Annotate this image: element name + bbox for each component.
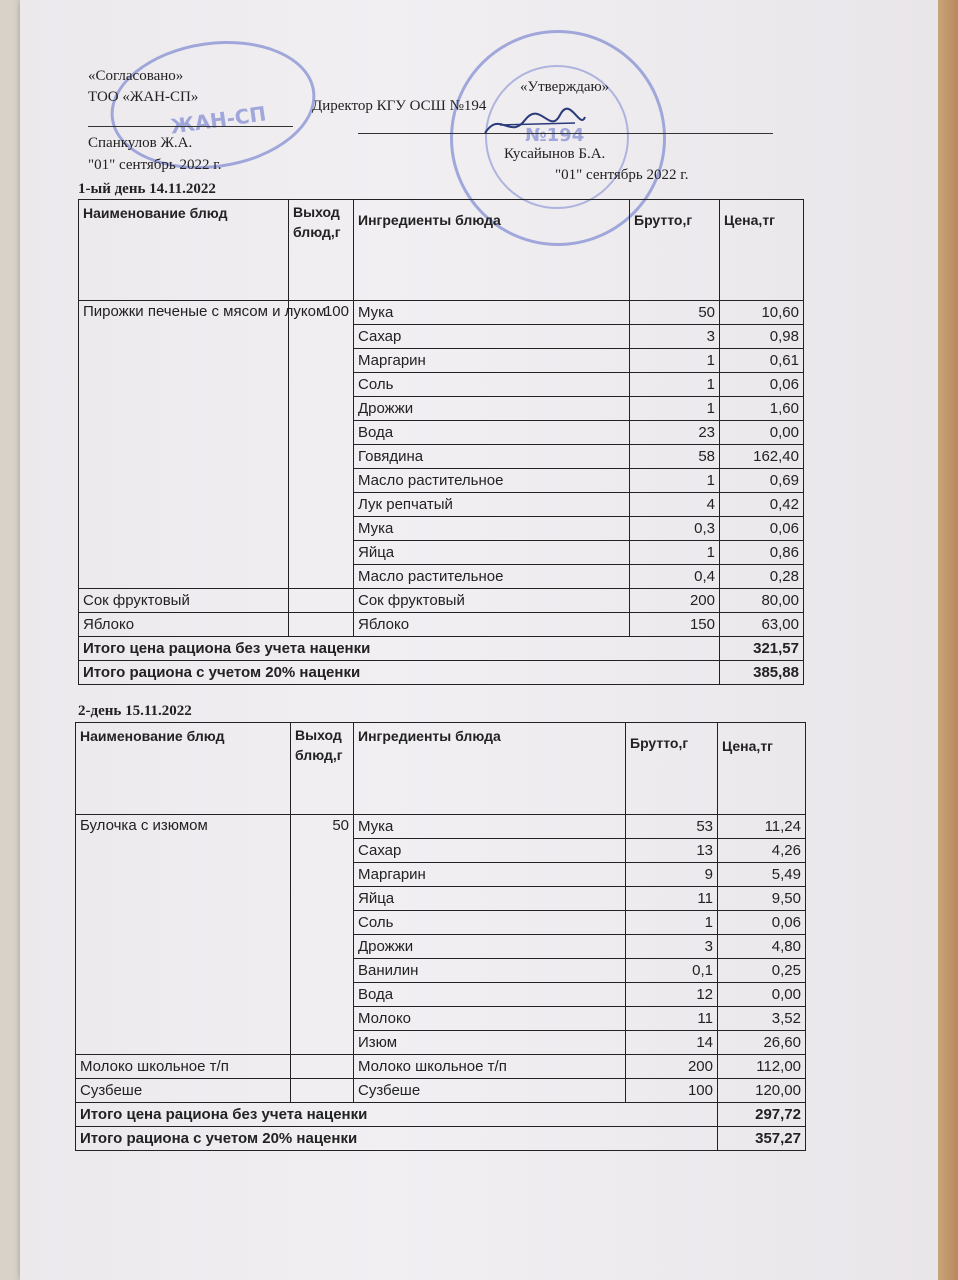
extra-dish-row <box>76 1055 806 1079</box>
ingredient-name: Изюм <box>354 1031 626 1055</box>
document-page <box>20 0 938 1280</box>
ingredient-gross: 200 <box>626 1055 718 1079</box>
ingredient-price: 1,60 <box>720 397 804 421</box>
total-markup-row <box>79 661 804 685</box>
desk-edge <box>938 0 958 1280</box>
approve-label: «Утверждаю» <box>520 79 610 95</box>
ingredient-name: Масло растительное <box>354 469 630 493</box>
ingredient-price: 0,06 <box>720 517 804 541</box>
ingredient-name: Вода <box>354 421 630 445</box>
extra-dish-row <box>79 613 804 637</box>
ingredient-price: 0,06 <box>720 373 804 397</box>
total-label: Итого рациона с учетом 20% наценки <box>79 661 720 685</box>
col-output-header: Выход блюд,г <box>289 200 354 301</box>
ingredient-name: Мука <box>354 517 630 541</box>
col-price-header: Цена,тг <box>720 200 804 301</box>
agreed-signature-line <box>88 126 293 127</box>
ingredient-name: Маргарин <box>354 349 630 373</box>
ingredient-gross: 9 <box>626 863 718 887</box>
ingredient-name: Яйца <box>354 887 626 911</box>
agreed-label: «Согласовано» <box>88 68 184 84</box>
ingredient-price: 4,26 <box>718 839 806 863</box>
dish-name: Булочка с изюмом <box>76 815 291 1055</box>
col-dish-header: Наименование блюд <box>76 723 291 815</box>
extra-dish-row <box>76 1079 806 1103</box>
ingredient-gross: 13 <box>626 839 718 863</box>
ingredient-price: 3,52 <box>718 1007 806 1031</box>
table-header-row <box>76 723 806 815</box>
ingredient-name: Молоко <box>354 1007 626 1031</box>
total-row <box>79 637 804 661</box>
extra-dish-row <box>79 589 804 613</box>
ingredient-name: Соль <box>354 911 626 935</box>
ingredient-price: 112,00 <box>718 1055 806 1079</box>
col-ingredients-header: Ингредиенты блюда <box>354 723 626 815</box>
total-label: Итого цена рациона без учета наценки <box>79 637 720 661</box>
ingredient-gross: 53 <box>626 815 718 839</box>
dish-output <box>291 1079 354 1103</box>
ingredient-price: 120,00 <box>718 1079 806 1103</box>
col-ingredients-header: Ингредиенты блюда <box>354 200 630 301</box>
ingredient-price: 0,86 <box>720 541 804 565</box>
total-value: 385,88 <box>720 661 804 685</box>
dish-output: 50 <box>291 815 354 1055</box>
ingredient-price: 80,00 <box>720 589 804 613</box>
col-gross-header: Брутто,г <box>626 723 718 815</box>
ingredient-price: 0,00 <box>720 421 804 445</box>
ingredient-name: Лук репчатый <box>354 493 630 517</box>
ingredient-price: 5,49 <box>718 863 806 887</box>
ingredient-price: 11,24 <box>718 815 806 839</box>
ingredient-name: Масло растительное <box>354 565 630 589</box>
dish-output <box>289 589 354 613</box>
total-value: 321,57 <box>720 637 804 661</box>
ingredient-price: 0,69 <box>720 469 804 493</box>
ingredient-gross: 1 <box>630 397 720 421</box>
day1-menu-table <box>78 199 804 685</box>
approve-date: "01" сентябрь 2022 г. <box>555 167 689 183</box>
ingredient-price: 0,98 <box>720 325 804 349</box>
ingredient-name: Мука <box>354 815 626 839</box>
ingredient-gross: 50 <box>630 301 720 325</box>
ingredient-gross: 1 <box>630 469 720 493</box>
ingredient-gross: 4 <box>630 493 720 517</box>
total-row <box>76 1103 806 1127</box>
col-dish-header: Наименование блюд <box>79 200 289 301</box>
ingredient-gross: 1 <box>630 349 720 373</box>
total-label: Итого цена рациона без учета наценки <box>76 1103 718 1127</box>
ingredient-gross: 1 <box>630 373 720 397</box>
day2-menu-table <box>75 722 806 1151</box>
agreed-person: Спанкулов Ж.А. <box>88 135 193 151</box>
ingredient-gross: 3 <box>626 935 718 959</box>
ingredient-name: Молоко школьное т/п <box>354 1055 626 1079</box>
ingredient-price: 0,00 <box>718 983 806 1007</box>
dish-output <box>289 613 354 637</box>
ingredient-name: Соль <box>354 373 630 397</box>
approve-position: Директор КГУ ОСШ №194 <box>312 98 487 114</box>
ingredient-price: 0,61 <box>720 349 804 373</box>
col-output-header: Выход блюд,г <box>291 723 354 815</box>
ingredient-price: 0,06 <box>718 911 806 935</box>
ingredient-name: Сахар <box>354 839 626 863</box>
ingredient-name: Говядина <box>354 445 630 469</box>
dish-name: Молоко школьное т/п <box>76 1055 291 1079</box>
approve-signature-line <box>358 133 773 134</box>
dish-name: Сузбеше <box>76 1079 291 1103</box>
right-seal-text: №194 <box>525 125 585 146</box>
col-gross-header: Брутто,г <box>630 200 720 301</box>
total-markup-row <box>76 1127 806 1151</box>
ingredient-row <box>76 815 806 839</box>
dish-output <box>291 1055 354 1079</box>
ingredient-price: 4,80 <box>718 935 806 959</box>
ingredient-gross: 3 <box>630 325 720 349</box>
ingredient-name: Дрожжи <box>354 935 626 959</box>
ingredient-gross: 0,1 <box>626 959 718 983</box>
day2-title: 2-день 15.11.2022 <box>78 703 192 719</box>
approve-person: Кусайынов Б.А. <box>504 146 606 162</box>
ingredient-gross: 23 <box>630 421 720 445</box>
ingredient-gross: 0,4 <box>630 565 720 589</box>
ingredient-name: Дрожжи <box>354 397 630 421</box>
col-price-header: Цена,тг <box>718 723 806 815</box>
ingredient-row <box>79 301 804 325</box>
dish-output: 100 <box>289 301 354 589</box>
ingredient-price: 0,25 <box>718 959 806 983</box>
ingredient-name: Вода <box>354 983 626 1007</box>
agreed-org: ТОО «ЖАН-СП» <box>88 89 199 105</box>
ingredient-price: 0,28 <box>720 565 804 589</box>
left-seal-text: ЖАН-СП <box>168 101 268 139</box>
ingredient-price: 162,40 <box>720 445 804 469</box>
ingredient-gross: 11 <box>626 887 718 911</box>
ingredient-price: 63,00 <box>720 613 804 637</box>
ingredient-gross: 200 <box>630 589 720 613</box>
ingredient-gross: 0,3 <box>630 517 720 541</box>
ingredient-price: 0,42 <box>720 493 804 517</box>
ingredient-gross: 58 <box>630 445 720 469</box>
signature-icon <box>480 105 590 145</box>
table-header-row <box>79 200 804 301</box>
dish-name: Пирожки печеные с мясом и луком <box>79 301 289 589</box>
agreed-date: "01" сентябрь 2022 г. <box>88 157 222 173</box>
ingredient-gross: 100 <box>626 1079 718 1103</box>
ingredient-name: Яйца <box>354 541 630 565</box>
ingredient-gross: 1 <box>626 911 718 935</box>
day1-title: 1-ый день 14.11.2022 <box>78 181 216 197</box>
ingredient-gross: 11 <box>626 1007 718 1031</box>
ingredient-gross: 12 <box>626 983 718 1007</box>
ingredient-name: Яблоко <box>354 613 630 637</box>
ingredient-price: 9,50 <box>718 887 806 911</box>
ingredient-price: 26,60 <box>718 1031 806 1055</box>
dish-name: Яблоко <box>79 613 289 637</box>
ingredient-name: Сузбеше <box>354 1079 626 1103</box>
ingredient-name: Ванилин <box>354 959 626 983</box>
ingredient-name: Сок фруктовый <box>354 589 630 613</box>
dish-name: Сок фруктовый <box>79 589 289 613</box>
ingredient-gross: 1 <box>630 541 720 565</box>
ingredient-gross: 150 <box>630 613 720 637</box>
ingredient-price: 10,60 <box>720 301 804 325</box>
total-label: Итого рациона с учетом 20% наценки <box>76 1127 718 1151</box>
ingredient-name: Сахар <box>354 325 630 349</box>
ingredient-name: Маргарин <box>354 863 626 887</box>
ingredient-name: Мука <box>354 301 630 325</box>
total-value: 297,72 <box>718 1103 806 1127</box>
ingredient-gross: 14 <box>626 1031 718 1055</box>
total-value: 357,27 <box>718 1127 806 1151</box>
